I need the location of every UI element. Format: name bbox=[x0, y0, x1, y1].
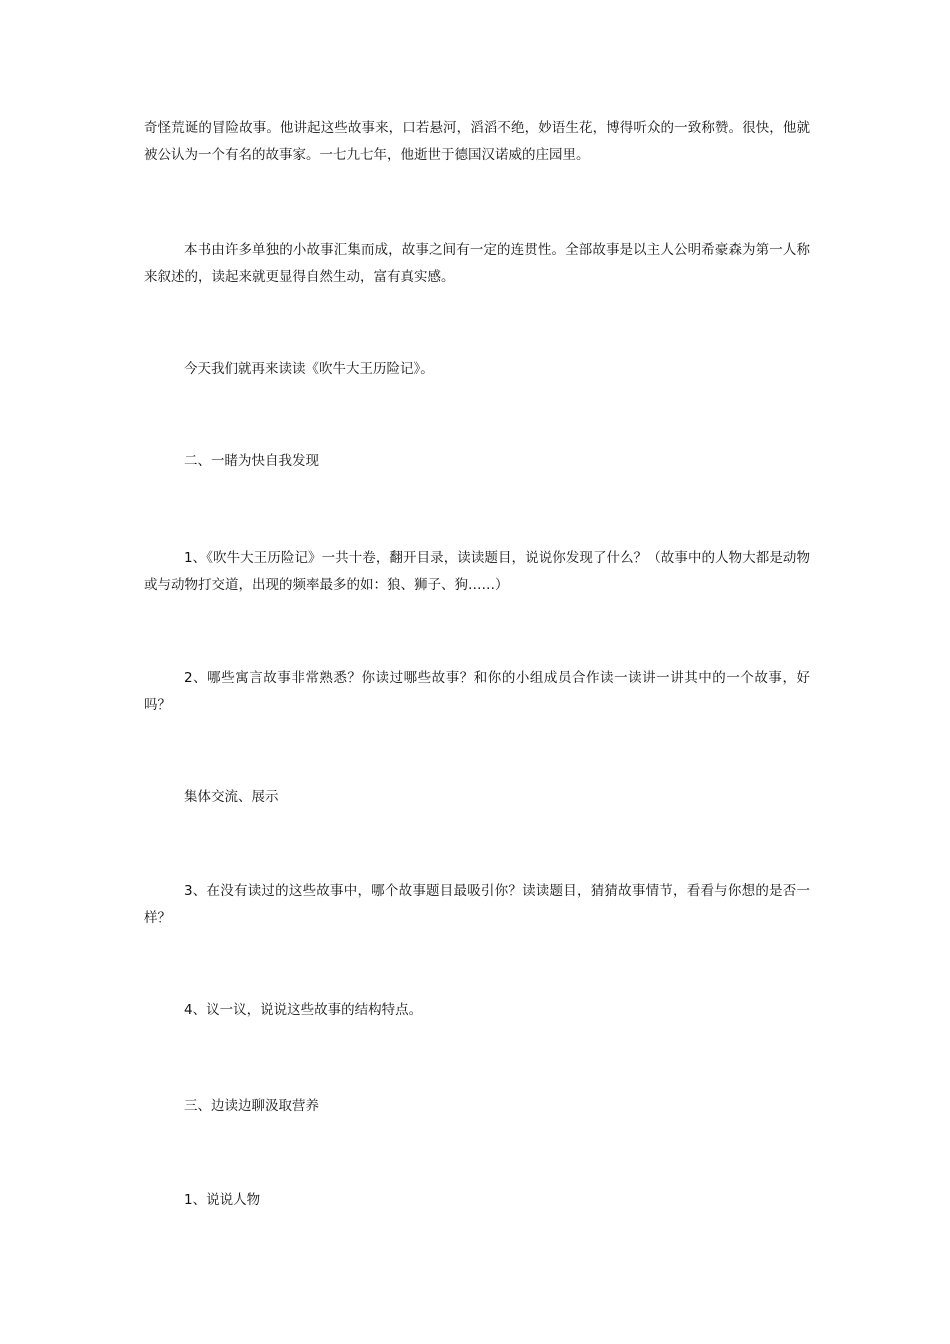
section-heading-3: 三、边读边聊汲取营养 bbox=[184, 1098, 319, 1114]
paragraph-item-1: 1、《吹牛大王历险记》一共十卷，翻开目录，读读题目，说说你发现了什么？（故事中的人物大都是动物或与动物打交道，出现的频率最多的如：狼、狮子、狗……） bbox=[144, 550, 810, 593]
paragraph-book-intro: 本书由许多单独的小故事汇集而成，故事之间有一定的连贯性。全部故事是以主人公明希豪森为第一人称来叙述的，读起来就更显得自然生动，富有真实感。 bbox=[144, 242, 810, 285]
paragraph-group-share: 集体交流、展示 bbox=[184, 789, 279, 805]
paragraph-reading-intro: 今天我们就再来读读《吹牛大王历险记》。 bbox=[184, 361, 434, 377]
paragraph-item-2: 2、哪些寓言故事非常熟悉？你读过哪些故事？和你的小组成员合作读一读讲一讲其中的一个故事，好吗？ bbox=[144, 670, 810, 713]
paragraph-item-3: 3、在没有读过的这些故事中，哪个故事题目最吸引你？读读题目，猜猜故事情节，看看与你想的是否一样？ bbox=[144, 883, 810, 926]
paragraph-item-4: 4、议一议，说说这些故事的结构特点。 bbox=[184, 1002, 423, 1018]
paragraph-subitem-1: 1、说说人物 bbox=[184, 1192, 261, 1208]
section-heading-2: 二、一睹为快自我发现 bbox=[184, 453, 319, 469]
paragraph-author-bio: 奇怪荒诞的冒险故事。他讲起这些故事来，口若悬河，滔滔不绝，妙语生花，博得听众的一致称赞。很快，他就被公认为一个有名的故事家。一七九七年，他逝世于德国汉诺威的庄园里。 bbox=[144, 120, 810, 163]
